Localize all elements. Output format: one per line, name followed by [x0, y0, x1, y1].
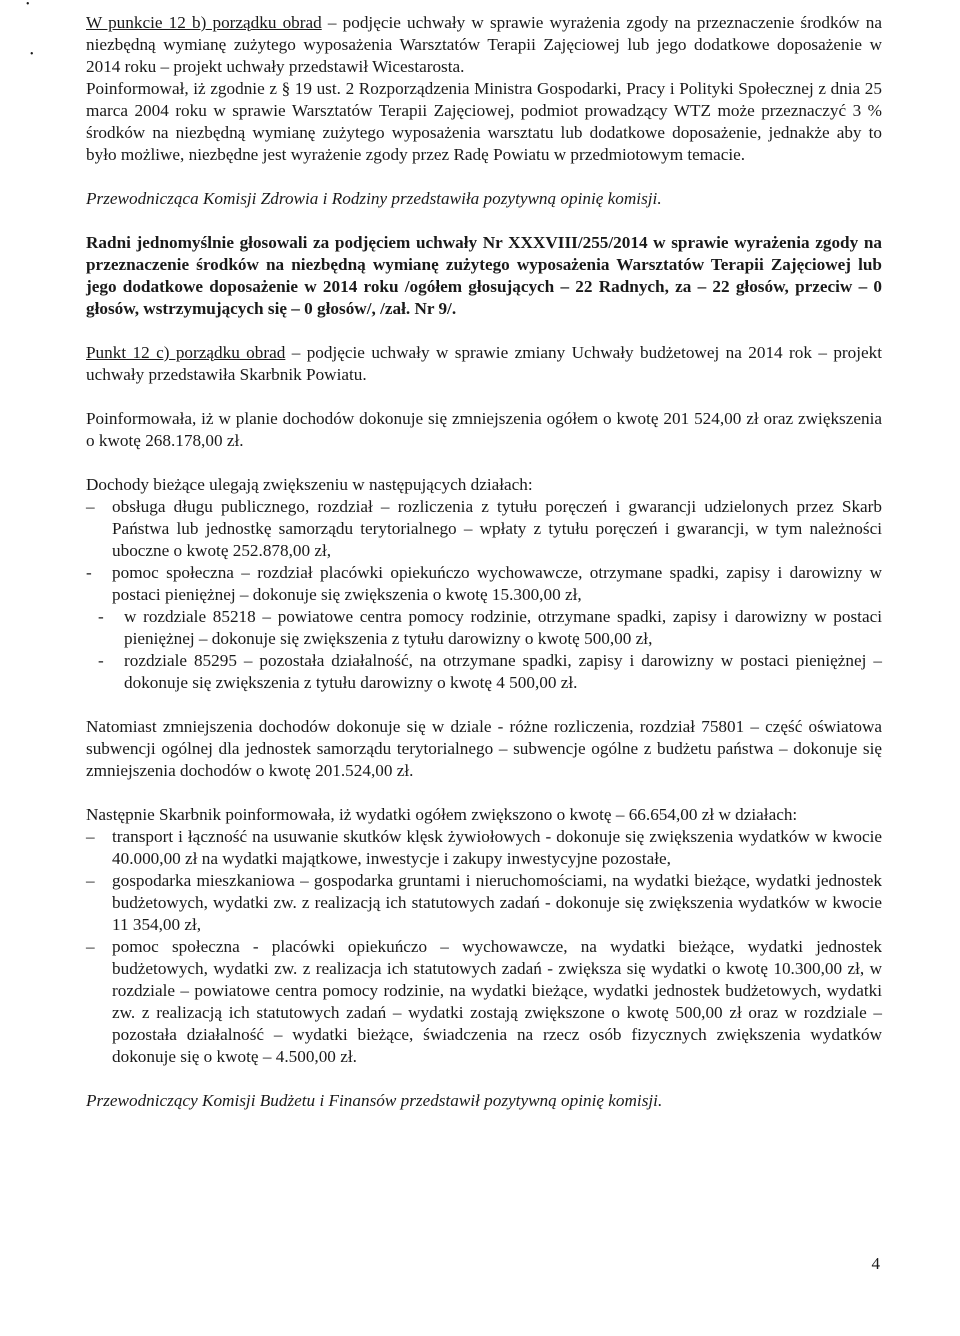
page-number: 4 — [871, 1254, 880, 1273]
paragraph-expenses-intro: Następnie Skarbnik poinformowała, iż wydatki ogółem zwiększono o kwotę – 66.654,00 zł w działach: — [86, 805, 798, 824]
vote-result: Radni jednomyślnie głosowali za podjęciem uchwały Nr XXXVIII/255/2014 w sprawie wyrażenia zgody na przeznaczenie środków na niezbędną wymianę zużytego wyposażenia Warsztatów Terapii Zajęciowej lub jego dodatkowe doposażenie w 2014 roku /ogółem głosujących – 22 Radnych, za – 22 głosów, przeciw – 0 głosów, wstrzymujących się – 0 głosów/, /zał. Nr 9/. — [86, 233, 882, 318]
agenda-item-12c-label: Punkt 12 c) porządku obrad — [86, 343, 286, 362]
list-item: – pomoc społeczna - placówki opiekuńczo – wychowawcze, na wydatki bieżące, wydatki jednostek budżetowych, wydatki zw. z realizacja ich statutowych zadań - zwiększa się wydatki o kwotę 10.300,00 zł, w rozdziale – powiatowe centra pomocy rodzinie, na wydatki bieżące, wydatki jednostek budżetowych, wydatki zw. z realizacją ich statutowych zadań – wydatki zostają zwiększone o kwotę 500,00 zł oraz w rozdziale – pozostała działalność – wydatki bieżące, świadczenia na rzecz osób fizycznych zwiększenia wydatków dokonuje się o kwotę – 4.500,00 zł. — [86, 937, 882, 1066]
paragraph-item-12c — [86, 342, 882, 386]
list-item: – gospodarka mieszkaniowa – gospodarka gruntami i nieruchomościami, na wydatki bieżące, wydatki jednostek budżetowych, wydatki zw. z realizacją ich statutowych zadań - dokonuje się zwiększenia wydatków w kwocie 11 354,00 zł, — [86, 871, 882, 934]
list-item: - w rozdziale 85218 – powiatowe centra pomocy rodzinie, otrzymane spadki, zapisy i darowizny w postaci pieniężnej – dokonuje się zwiększenia z tytułu darowizny o kwotę 500,00 zł, — [98, 607, 882, 648]
list-item: – transport i łączność na usuwanie skutków klęsk żywiołowych - dokonuje się zwiększenia wydatków w kwocie 40.000,00 zł na wydatki majątkowe, inwestycje i zakupy inwestycyjne pozostałe, — [86, 827, 882, 868]
income-intro: Dochody bieżące ulegają zwiększeniu w następujących działach: — [86, 475, 533, 494]
paragraph-income-decrease: Natomiast zmniejszenia dochodów dokonuje się w dziale - różne rozliczenia, rozdział 75801 – część oświatowa subwencji ogólnej dla jednostek samorządu terytorialnego – subwencje ogólne z budżetu państwa – dokonuje się zmniejszenia dochodów o kwotę 201.524,00 zł. — [86, 717, 882, 780]
scan-dot: • — [30, 49, 34, 60]
scan-dot: • — [26, 0, 30, 10]
opinion-budget-committee: Przewodniczący Komisji Budżetu i Finansów przedstawił pozytywną opinię komisji. — [86, 1091, 663, 1110]
document-page — [86, 12, 882, 1112]
list-item: – obsługa długu publicznego, rozdział – rozliczenia z tytułu poręczeń i gwarancji udzielonych przez Skarb Państwa lub jednostkę samorządu terytorialnego – wpłaty z tytułu poręczeń i gwarancji, w tym należności uboczne o kwotę 252.878,00 zł, — [86, 497, 882, 560]
list-item: - pomoc społeczna – rozdział placówki opiekuńczo wychowawcze, otrzymane spadki, zapisy i darowizny w postaci pieniężnej – dokonuje się zwiększenia o kwotę 15.300,00 zł, — [86, 563, 882, 604]
list-item: - rozdziale 85295 – pozostała działalność, na otrzymane spadki, zapisy i darowizny w postaci pieniężnej – dokonuje się zwiększenia z tytułu darowizny o kwotę 4 500,00 zł. — [98, 651, 882, 692]
agenda-item-12b-label: W punkcie 12 b) porządku obrad — [86, 13, 322, 32]
paragraph-income-plan: Poinformowała, iż w planie dochodów dokonuje się zmniejszenia ogółem o kwotę 201 524,00 zł oraz zwiększenia o kwotę 268.178,00 zł. — [86, 409, 882, 450]
opinion-health-committee: Przewodnicząca Komisji Zdrowia i Rodziny przedstawiła pozytywną opinię komisji. — [86, 189, 662, 208]
paragraph-item-12b — [86, 12, 882, 78]
paragraph-regulation: Poinformował, iż zgodnie z § 19 ust. 2 Rozporządzenia Ministra Gospodarki, Pracy i Polityki Społecznej z dnia 25 marca 2004 roku w sprawie Warsztatów Terapii Zajęciowej, podmiot prowadzący WTZ może przeznaczyć 3 % środków na niezbędną wymianę zużytego wyposażenia warsztatu lub dodatkowe doposażenie, jednakże aby to było możliwe, niezbędne jest wyrażenie zgody przez Radę Powiatu w przedmiotowym temacie. — [86, 79, 882, 164]
agenda-item-12b-text: – podjęcie uchwały w sprawie wyrażenia zgody na przeznaczenie środków na niezbędną wymianę zużytego wyposażenia Warsztatów Terapii Zajęciowej lub jego dodatkowe doposażenie w 2014 roku – projekt uchwały przedstawił Wicestarosta. — [86, 13, 882, 76]
agenda-item-12c-text: – podjęcie uchwały w sprawie zmiany Uchwały budżetowej na 2014 rok – projekt uchwały przedstawiła Skarbnik Powiatu. — [86, 343, 882, 384]
